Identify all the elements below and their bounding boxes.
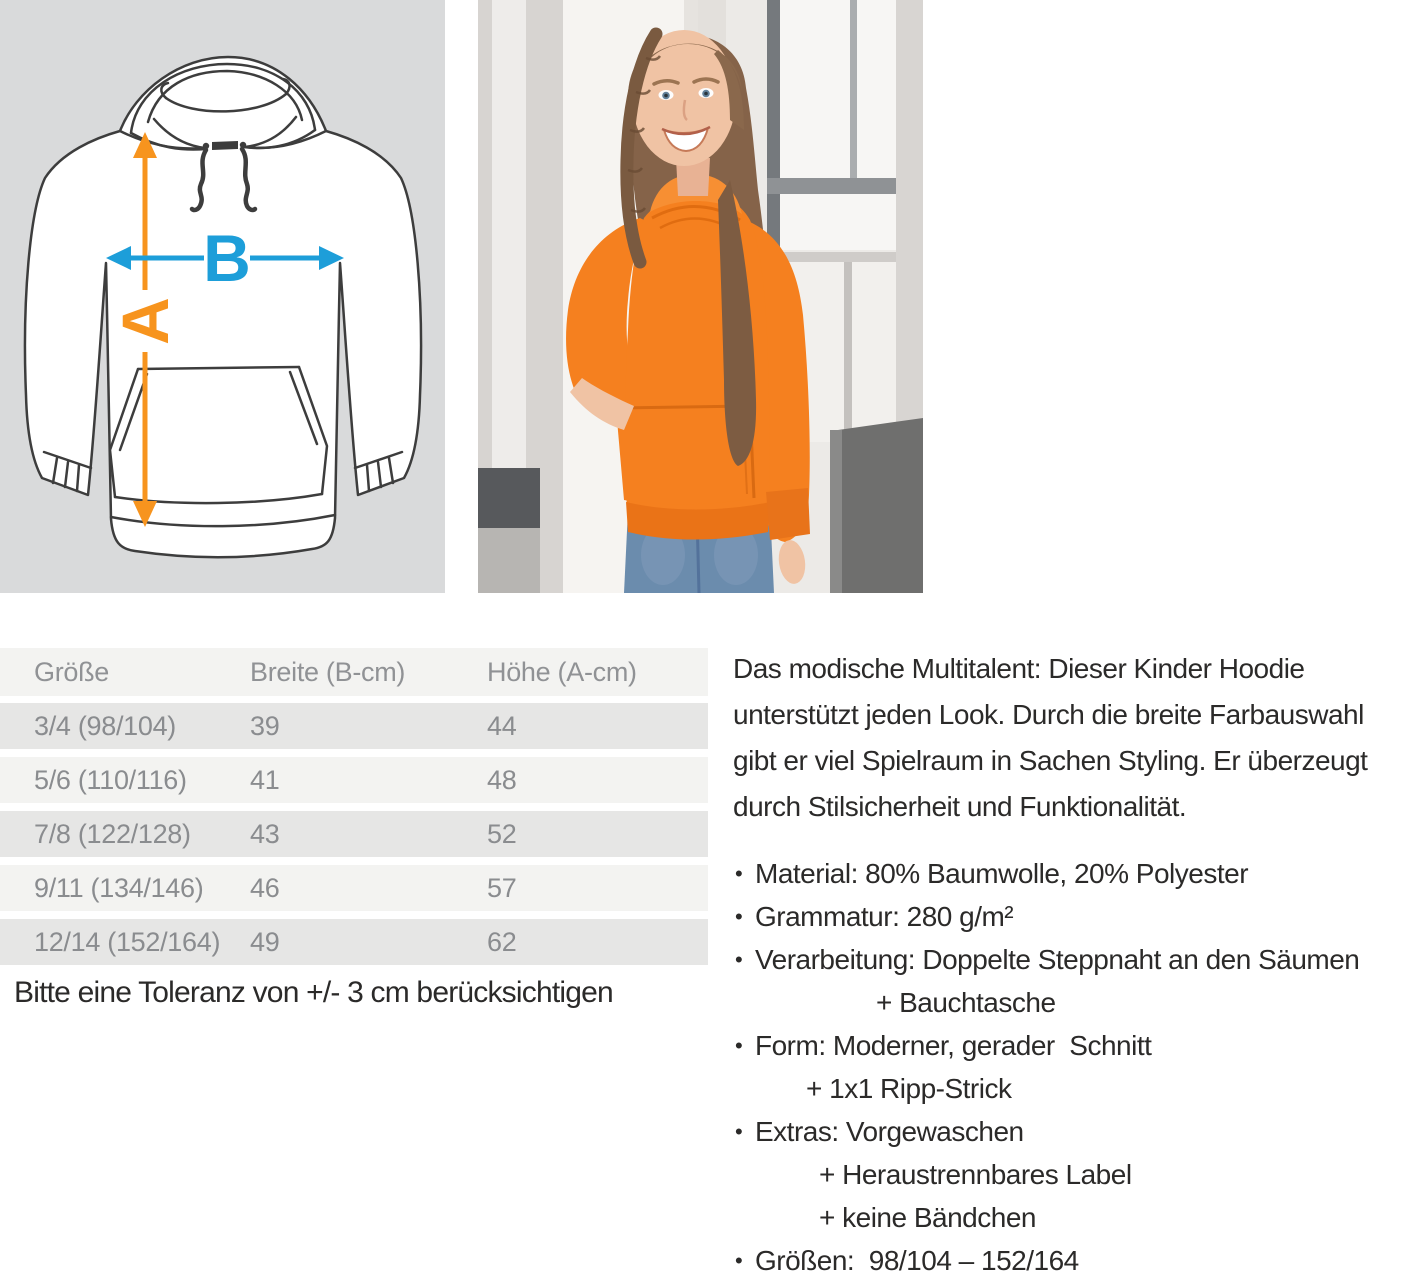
width-cell: 46	[250, 872, 280, 903]
size-diagram-graphic	[0, 0, 445, 593]
dark-door-shape	[838, 418, 923, 593]
table-row	[0, 703, 708, 749]
bullet-icon: •	[735, 947, 743, 972]
description-line: Das modische Multitalent: Dieser Kinder Hoodie	[733, 653, 1305, 684]
size-diagram-panel	[0, 0, 445, 593]
size-cell: 12/14 (152/164)	[34, 926, 221, 957]
width-cell: 39	[250, 710, 280, 741]
height-cell: 57	[487, 872, 517, 903]
size-table	[0, 648, 708, 973]
bullet-icon: •	[735, 1033, 743, 1058]
dark-ledge-shape	[478, 468, 540, 530]
size-cell: 9/11 (134/146)	[34, 872, 204, 903]
feature-text: Material: 80% Baumwolle, 20% Polyester	[755, 858, 1249, 889]
table-row	[0, 757, 708, 803]
feature-text: Grammatur: 280 g/m²	[755, 901, 1014, 932]
measure-label-b: B	[203, 221, 251, 295]
size-table-header-row	[0, 648, 708, 696]
measure-label-a: A	[108, 297, 182, 345]
bullet-icon: •	[735, 861, 743, 886]
width-cell: 43	[250, 818, 280, 849]
feature-list	[733, 852, 1416, 1280]
feature-text: Extras: Vorgewaschen	[755, 1116, 1024, 1147]
column-header-hoehe: Höhe (A-cm)	[487, 656, 637, 687]
feature-text: Verarbeitung: Doppelte Steppnaht an den Säumen	[755, 944, 1360, 975]
feature-subtext: + 1x1 Ripp-Strick	[806, 1073, 1012, 1104]
bullet-icon: •	[735, 1248, 743, 1273]
list-item	[733, 938, 1416, 1024]
feature-subtext: + Heraustrennbares Label	[819, 1159, 1132, 1190]
list-item	[733, 895, 1416, 938]
feature-text: Form: Moderner, gerader Schnitt	[755, 1030, 1152, 1061]
bullet-icon: •	[735, 904, 743, 929]
bullet-icon: •	[735, 1119, 743, 1144]
product-photo	[478, 0, 923, 593]
description-line: durch Stilsicherheit und Funktionalität.	[733, 791, 1187, 822]
list-item	[733, 1110, 1416, 1239]
description-line: unterstützt jeden Look. Durch die breite Farbauswahl	[733, 699, 1364, 730]
width-cell: 41	[250, 764, 280, 795]
size-cell: 7/8 (122/128)	[34, 818, 191, 849]
feature-text: Größen: 98/104 – 152/164	[755, 1245, 1079, 1276]
list-item	[733, 1239, 1416, 1280]
size-cell: 5/6 (110/116)	[34, 764, 187, 795]
column-header-breite: Breite (B-cm)	[250, 656, 406, 687]
tolerance-note: Bitte eine Toleranz von +/- 3 cm berücksichtigen	[14, 976, 613, 1009]
width-cell: 49	[250, 926, 280, 957]
table-row	[0, 811, 708, 857]
table-row	[0, 865, 708, 911]
description-intro	[733, 646, 1416, 830]
size-cell: 3/4 (98/104)	[34, 710, 176, 741]
feature-subtext: + Bauchtasche	[876, 987, 1056, 1018]
description-line: gibt er viel Spielraum in Sachen Styling. Er überzeugt	[733, 745, 1368, 776]
height-cell: 62	[487, 926, 517, 957]
column-header-groesse: Größe	[34, 656, 110, 687]
cuff-band	[766, 488, 810, 540]
height-cell: 52	[487, 818, 517, 849]
list-item	[733, 1024, 1416, 1110]
height-cell: 44	[487, 710, 517, 741]
feature-subtext: + keine Bändchen	[819, 1202, 1036, 1233]
product-photo-graphic	[478, 0, 923, 593]
table-row	[0, 919, 708, 965]
height-cell: 48	[487, 764, 517, 795]
product-description	[733, 646, 1416, 1280]
list-item	[733, 852, 1416, 895]
